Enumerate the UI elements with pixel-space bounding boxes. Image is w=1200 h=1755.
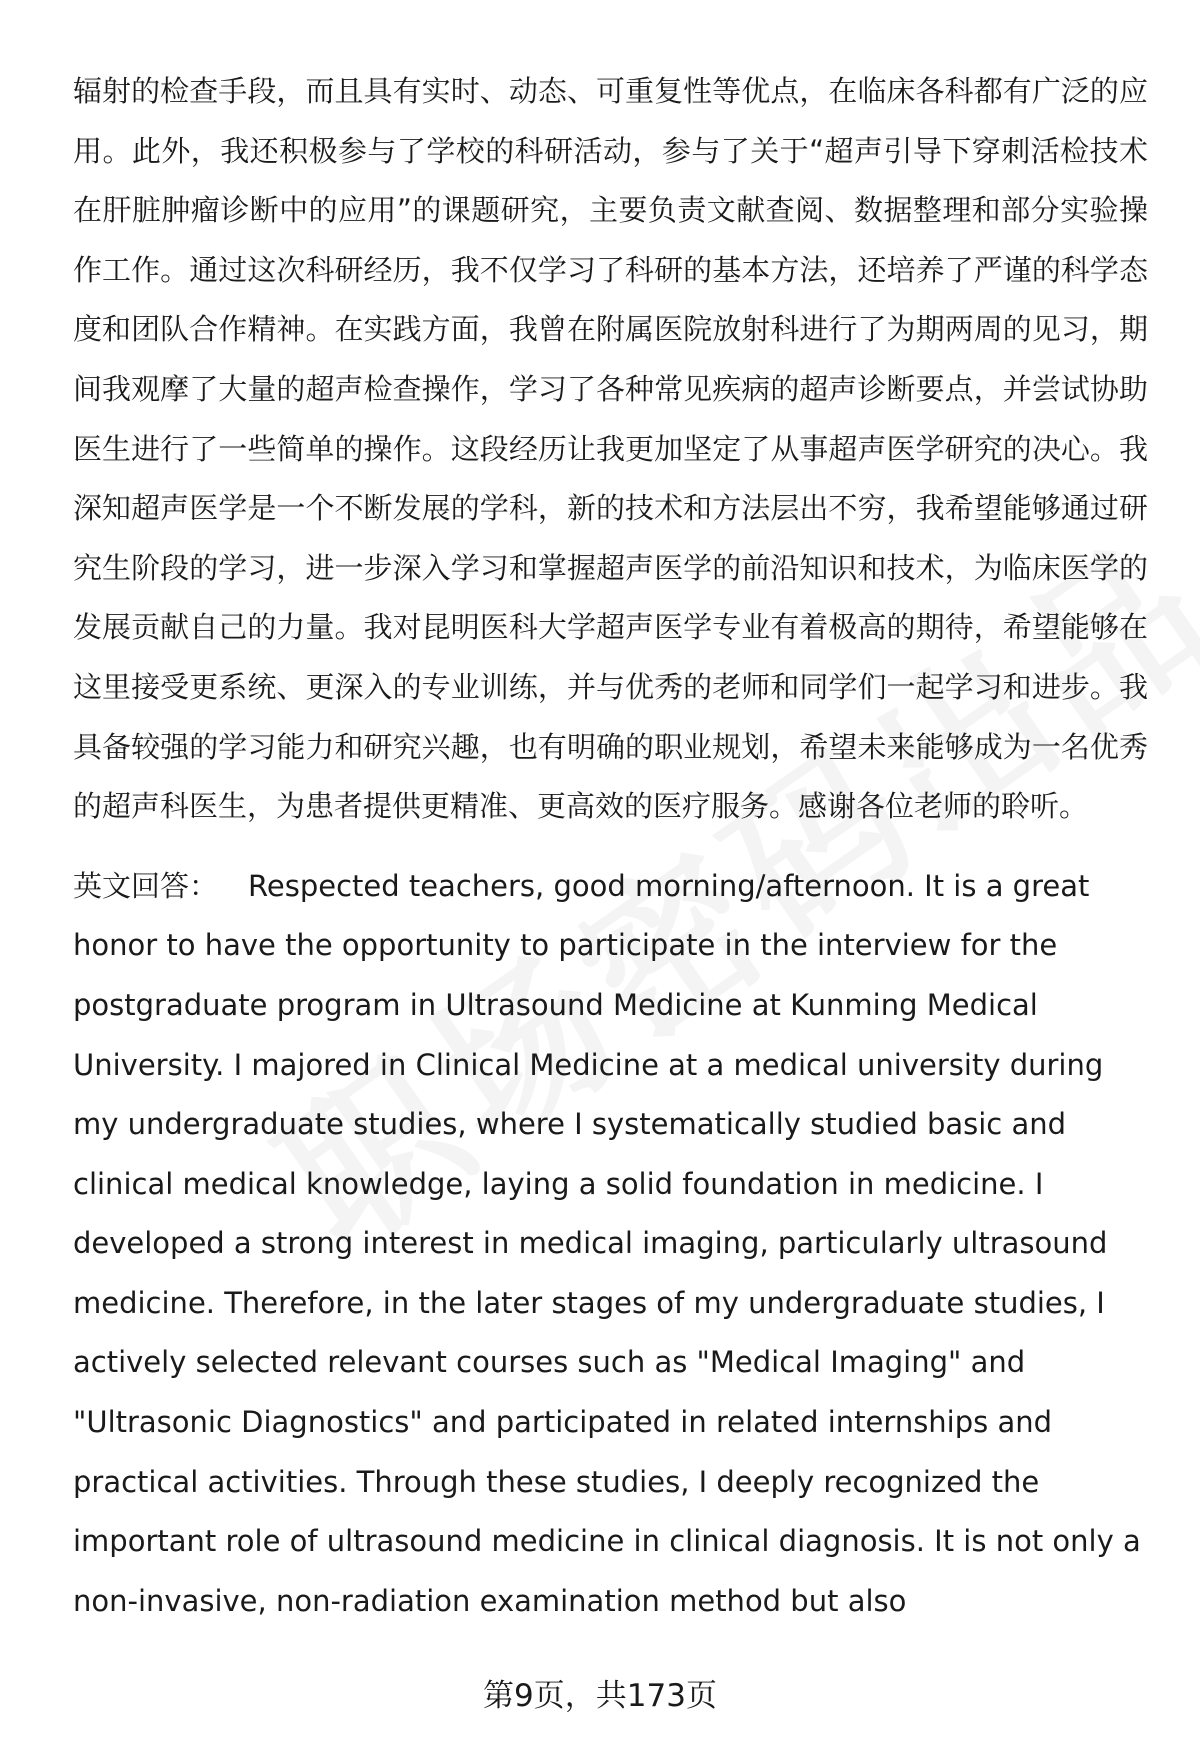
chinese-answer-paragraph: 辐射的检查手段，而且具有实时、动态、可重复性等优点，在临床各科都有广泛的应用。此外，我还积极参与了学校的科研活动，参与了关于“超声引导下穿刺活检技术在肝脏肿瘤诊断中的应用”的课题研究，主要负责文献查阅、数据整理和部分实验操作工作。通过这次科研经历，我不仅学习了科研的基本方法，还培养了严谨的科学态度和团队合作精神。在实践方面，我曾在附属医院放射科进行了为期两周的见习，期间我观摩了大量的超声检查操作，学习了各种常见疾病的超声诊断要点，并尝试协助医生进行了一些简单的操作。这段经历让我更加坚定了从事超声医学研究的决心。我深知超声医学是一个不断发展的学科，新的技术和方法层出不穷，我希望能够通过研究生阶段的学习，进一步深入学习和掌握超声医学的前沿知识和技术，为临床医学的发展贡献自己的力量。我对昆明医科大学超声医学专业有着极高的期待，希望能够在这里接受更系统、更深入的专业训练，并与优秀的老师和同学们一起学习和进步。我具备较强的学习能力和研究兴趣，也有明确的职业规划，希望未来能够成为一名优秀的超声科医生，为患者提供更精准、更高效的医疗服务。感谢各位老师的聆听。 <box>73 74 1148 824</box>
page-content <box>73 62 1148 1631</box>
english-answer-paragraph <box>73 857 1148 1632</box>
english-answer-label: 英文回答： <box>73 868 219 903</box>
english-answer-text: Respected teachers, good morning/afternoon. It is a great honor to have the opportunity to participate in the interview for the postgraduate program in Ultrasound Medicine at Kunming Medical University. I majored in Clinical Medicine at a medical university during my undergraduate studies, where I systematically studied basic and clinical medical knowledge, laying a solid foundation in medicine. I developed a strong interest in medical imaging, particularly ultrasound medicine. Therefore, in the later stages of my undergraduate studies, I actively selected relevant courses such as "Medical Imaging" and "Ultrasonic Diagnostics" and participated in related internships and practical activities. Through these studies, I deeply recognized the important role of ultrasound medicine in clinical diagnosis. It is not only a non-invasive, non-radiation examination method but also <box>73 868 1141 1618</box>
page-number-footer: 第9页，共173页 <box>483 1678 717 1714</box>
